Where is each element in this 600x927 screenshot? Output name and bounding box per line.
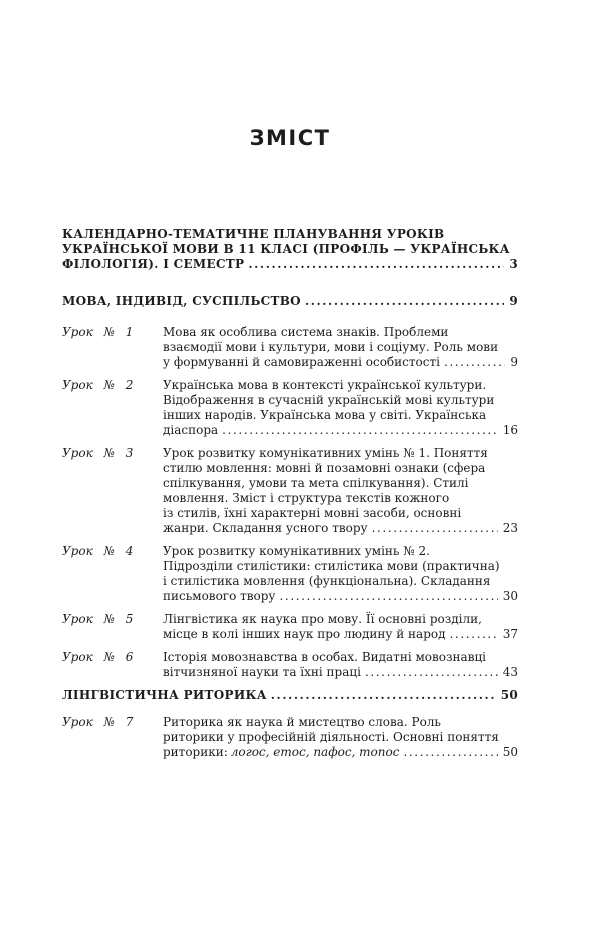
entry-text: письмового твору: [163, 589, 276, 603]
dot-leader: [450, 627, 498, 642]
entry-last-line: [163, 589, 518, 604]
toc-lesson-entry-3: [62, 446, 518, 536]
entry-text: діаспора: [163, 423, 219, 437]
entry-line: мовлення. Зміст і структура текстів кожного: [163, 491, 450, 505]
page-number: 50: [502, 745, 518, 759]
entry-last-line: [163, 423, 518, 438]
dot-leader: [248, 257, 504, 272]
section-line: УКРАЇНСЬКОЇ МОВИ В 11 КЛАСІ (ПРОФІЛЬ — УКРАЇНСЬКА: [62, 242, 510, 256]
entry-text-italic: логос, етос, пафос, топос: [230, 745, 400, 759]
entry-line: із стилів, їхні характерні мовні засоби, основні: [163, 506, 462, 520]
entry-line: Історія мовознавства в особах. Видатні мовознавці: [163, 650, 487, 664]
entry-text: жанри. Складання усного твору: [163, 521, 368, 535]
page-number: 50: [500, 688, 518, 702]
toc-lesson-entry-5: [62, 612, 518, 642]
entry-line: і стилістика мовлення (функціональна). Складання: [163, 574, 491, 588]
entry-last-line: [163, 627, 518, 642]
lesson-label: Урок № 1: [62, 325, 134, 339]
entry-last-line: [163, 665, 518, 680]
lesson-description: [163, 544, 518, 604]
section-last-line: [62, 688, 518, 703]
dot-leader: [444, 355, 505, 370]
page-number: 23: [502, 521, 518, 535]
dot-leader: [279, 589, 497, 604]
entry-line: Лінгвістика як наука про мову. Її основні розділи,: [163, 612, 482, 626]
section-text: ЛІНГВІСТИЧНА РИТОРИКА: [62, 688, 267, 702]
entry-line: Підрозділи стилістики: стилістика мови (практична): [163, 559, 500, 573]
lesson-label: Урок № 2: [62, 378, 134, 392]
page-number: 37: [502, 627, 518, 641]
lesson-description: [163, 325, 518, 370]
section-text: МОВА, ІНДИВІД, СУСПІЛЬСТВО: [62, 294, 301, 308]
entry-line: інших народів. Українська мова у світі. Українська: [163, 408, 487, 422]
toc-lesson-entry-7: [62, 715, 518, 760]
toc-lesson-entry-1: [62, 325, 518, 370]
lesson-label: Урок № 5: [62, 612, 134, 626]
section-last-line: [62, 294, 518, 309]
lesson-description: [163, 612, 518, 642]
entry-line: стилю мовлення: мовні й позамовні ознаки (сфера: [163, 461, 486, 475]
page-number: 3: [509, 257, 518, 271]
dot-leader: [271, 688, 496, 703]
entry-text: вітчизняної науки та їхні праці: [163, 665, 361, 679]
entry-last-line: [163, 745, 518, 760]
page-title: ЗМІСТ: [249, 126, 331, 150]
page-number: 43: [502, 665, 518, 679]
entry-last-line: [163, 521, 518, 536]
section-line: КАЛЕНДАРНО-ТЕМАТИЧНЕ ПЛАНУВАННЯ УРОКІВ: [62, 227, 445, 241]
toc-lesson-entry-6: [62, 650, 518, 680]
entry-line: риторики у професійній діяльності. Основні поняття: [163, 730, 499, 744]
dot-leader: [222, 423, 498, 438]
section-text: ФІЛОЛОГІЯ). І СЕМЕСТР: [62, 257, 245, 271]
lesson-description: [163, 715, 518, 760]
lesson-description: [163, 650, 518, 680]
page-number: 9: [510, 355, 518, 369]
entry-line: Урок розвитку комунікативних умінь № 2.: [163, 544, 430, 558]
entry-text: риторики:: [163, 745, 228, 759]
lesson-description: [163, 446, 518, 536]
page-number: 16: [502, 423, 518, 437]
toc-lesson-entry-2: [62, 378, 518, 438]
entry-line: взаємодії мови і культури, мови і соціуму. Роль мови: [163, 340, 499, 354]
toc-lesson-entry-4: [62, 544, 518, 604]
toc-section-mova-indyvid-suspilstvo: [62, 294, 518, 309]
section-last-line: [62, 257, 518, 272]
entry-last-line: [163, 355, 518, 370]
lesson-description: [163, 378, 518, 438]
entry-line: Риторика як наука й мистецтво слова. Роль: [163, 715, 441, 729]
lesson-label: Урок № 7: [62, 715, 134, 729]
page-number: 9: [509, 294, 518, 308]
page-number: 30: [502, 589, 518, 603]
lesson-label: Урок № 6: [62, 650, 134, 664]
dot-leader: [372, 521, 498, 536]
dot-leader: [305, 294, 504, 309]
entry-text: у формуванні й самовираженні особистості: [163, 355, 440, 369]
toc-section-calendar-planning: [62, 227, 518, 272]
lesson-label: Урок № 4: [62, 544, 134, 558]
dot-leader: [365, 665, 498, 680]
toc-page: [62, 127, 518, 760]
dot-leader: [403, 745, 497, 760]
entry-text: місце в колі інших наук про людину й народ: [163, 627, 446, 641]
lesson-label: Урок № 3: [62, 446, 134, 460]
entry-line: Відображення в сучасній українській мові культури: [163, 393, 495, 407]
entry-line: Українська мова в контексті української культури.: [163, 378, 487, 392]
entry-line: Урок розвитку комунікативних умінь № 1. Поняття: [163, 446, 488, 460]
entry-line: спілкування, умови та мета спілкування). Стилі: [163, 476, 469, 490]
toc-section-linhvistychna-rytoryka: [62, 688, 518, 703]
entry-line: Мова як особлива система знаків. Проблеми: [163, 325, 449, 339]
